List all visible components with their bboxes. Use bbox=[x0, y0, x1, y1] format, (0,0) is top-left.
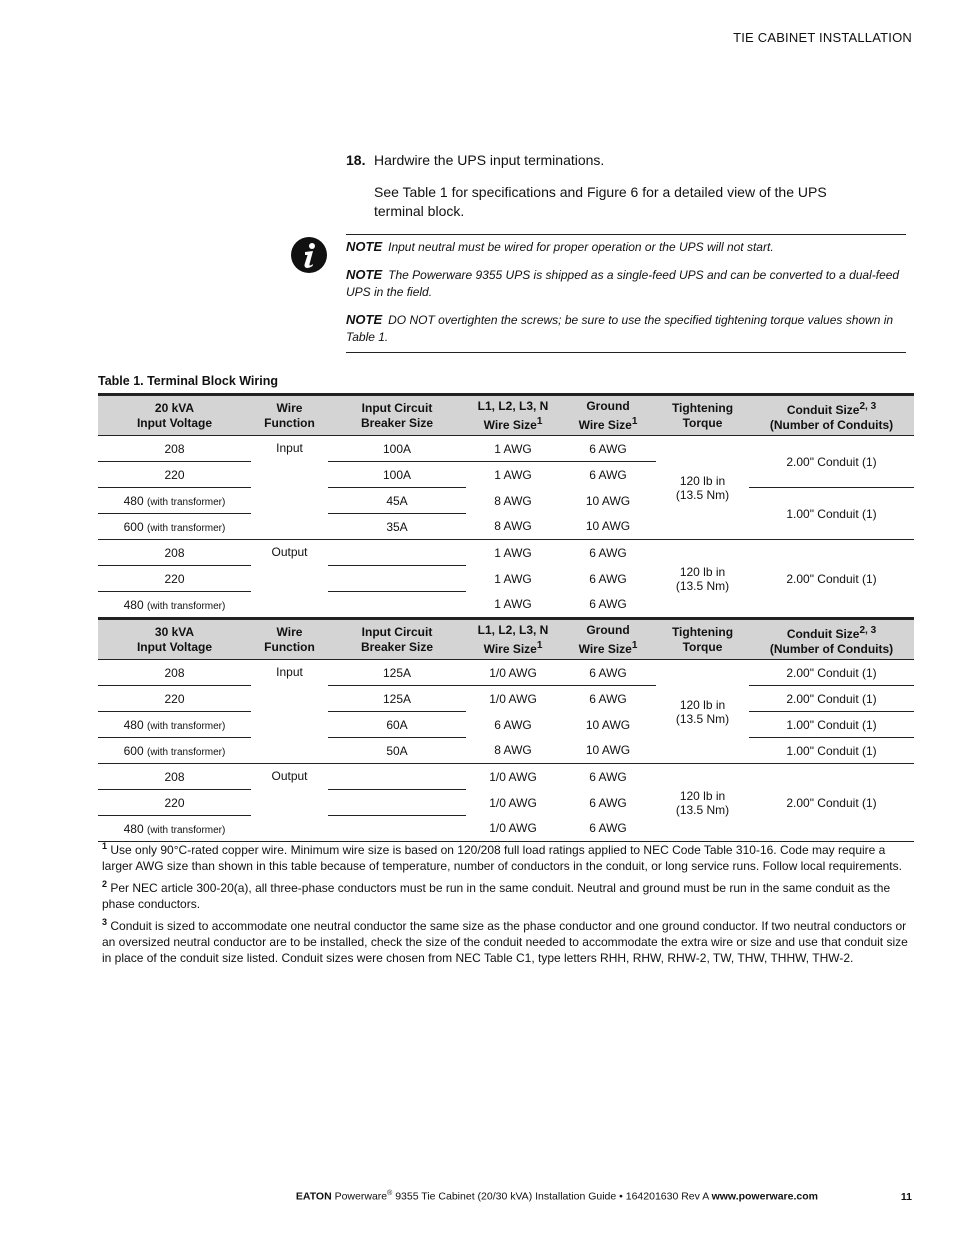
table-cell: 1 AWG bbox=[466, 436, 560, 462]
page-number: 11 bbox=[900, 1190, 912, 1203]
table-cell: 2.00" Conduit (1) bbox=[749, 764, 914, 842]
table-row bbox=[98, 660, 914, 686]
table-cell: 6 AWG bbox=[560, 816, 656, 842]
table-cell: 10 AWG bbox=[560, 514, 656, 540]
table-cell: 1.00" Conduit (1) bbox=[749, 488, 914, 540]
table-cell: 2.00" Conduit (1) bbox=[749, 436, 914, 488]
table-row bbox=[98, 488, 914, 514]
table-cell: 8 AWG bbox=[494, 493, 532, 508]
table-row bbox=[98, 436, 914, 462]
header-voltage: 20 kVA Input Voltage bbox=[98, 395, 251, 436]
table-cell: 50A bbox=[328, 738, 466, 764]
notes-box bbox=[346, 234, 906, 353]
table-cell: 480 (with transformer) bbox=[98, 816, 251, 842]
table-cell: 1.00" Conduit (1) bbox=[749, 712, 914, 738]
table-cell: Input bbox=[251, 660, 328, 764]
table-cell: 1/0 AWG bbox=[489, 769, 537, 784]
table-cell: 6 AWG bbox=[589, 571, 627, 586]
header-torque: Tightening Torque bbox=[656, 395, 749, 436]
table-cell: 1 AWG bbox=[494, 597, 532, 612]
header-breaker: Input Circuit Breaker Size bbox=[328, 619, 466, 660]
table-cell: 6 AWG bbox=[560, 660, 656, 686]
table-cell: 480 (with transformer) bbox=[98, 488, 251, 514]
table-cell: 6 AWG bbox=[589, 769, 627, 784]
table-cell: 208 bbox=[98, 660, 251, 686]
header-ground: Ground Wire Size$^1$ bbox=[560, 395, 656, 436]
table-cell: 1/0 AWG bbox=[466, 816, 560, 842]
table-cell: 2.00" Conduit (1) bbox=[786, 571, 877, 586]
header-function: Wire Function bbox=[251, 395, 328, 436]
info-icon bbox=[290, 236, 328, 274]
header-conduit: Conduit Size$^{2, 3}$ (Number of Conduits) bbox=[749, 619, 914, 660]
footnote-2: $^2$ Per NEC article 300-20(a), all three-phase conductors must be run in the same conduit. Neutral and ground must be run in the same conduit as the phase conductors. bbox=[102, 879, 891, 911]
table-header-30kva bbox=[98, 619, 914, 660]
torque-cell: 120 lb in (13.5 Nm) bbox=[656, 660, 749, 764]
table-cell bbox=[328, 764, 466, 790]
header-ground: Ground Wire Size$^1$ bbox=[560, 619, 656, 660]
header-breaker: Input Circuit Breaker Size bbox=[328, 395, 466, 436]
table-cell: 6 AWG bbox=[589, 467, 627, 482]
table-row bbox=[98, 738, 914, 764]
table-cell: 45A bbox=[328, 488, 466, 514]
step-18 bbox=[346, 151, 866, 221]
table-cell: 480 (with transformer) bbox=[123, 597, 226, 612]
table-cell bbox=[328, 566, 466, 592]
torque-cell: 120 lb in (13.5 Nm) bbox=[656, 764, 749, 842]
table-cell: 208 bbox=[98, 764, 251, 790]
table-cell: 6 AWG bbox=[589, 597, 627, 612]
table-cell: 600 (with transformer) bbox=[98, 514, 251, 540]
table-cell: 10 AWG bbox=[585, 493, 631, 508]
page-footer: EATON Powerware® 9355 Tie Cabinet (20/30 kVA) Installation Guide • 164201630 Rev A www.powerware.com 11 bbox=[295, 1190, 912, 1203]
table-cell: 600 (with transformer) bbox=[98, 738, 251, 764]
table-row bbox=[98, 764, 914, 790]
table-cell: 100A bbox=[328, 462, 466, 488]
table-cell bbox=[328, 790, 466, 816]
table-cell: 220 bbox=[98, 566, 251, 592]
footer-product: Powerware bbox=[334, 1190, 388, 1203]
header-torque: Tightening Torque bbox=[656, 619, 749, 660]
table-cell: 6 AWG bbox=[589, 545, 627, 560]
table-row bbox=[98, 712, 914, 738]
note-2: NOTE The Powerware 9355 UPS is shipped as a single-feed UPS and can be converted to a dual-feed UPS in the field. bbox=[346, 267, 900, 299]
note-1: NOTE Input neutral must be wired for proper operation or the UPS will not start. bbox=[346, 239, 774, 254]
table-cell: 1/0 AWG bbox=[489, 691, 537, 706]
table-cell: 208 bbox=[98, 540, 251, 566]
table-cell: 60A bbox=[328, 712, 466, 738]
table-cell: 220 bbox=[98, 462, 251, 488]
header-function: Wire Function bbox=[251, 619, 328, 660]
table-cell: 1 AWG bbox=[494, 467, 532, 482]
note-3: NOTE DO NOT overtighten the screws; be sure to use the specified tightening torque values shown in Table 1. bbox=[346, 312, 894, 344]
table-cell: 10 AWG bbox=[560, 738, 656, 764]
table-cell: 208 bbox=[98, 436, 251, 462]
table-caption: Table 1. Terminal Block Wiring bbox=[98, 374, 279, 388]
table-cell: 220 bbox=[98, 790, 251, 816]
table-cell: 2.00" Conduit (1) bbox=[749, 660, 914, 686]
table-row bbox=[98, 686, 914, 712]
table-cell: 6 AWG bbox=[560, 436, 656, 462]
footer-url: www.powerware.com bbox=[711, 1190, 818, 1203]
table-cell: Output bbox=[251, 764, 328, 842]
terminal-block-wiring-table bbox=[98, 393, 914, 842]
table-row bbox=[98, 540, 914, 566]
header-conduit: Conduit Size$^{2, 3}$ (Number of Conduits) bbox=[749, 395, 914, 436]
table-cell: 1/0 AWG bbox=[489, 795, 537, 810]
footer-brand: EATON bbox=[295, 1190, 332, 1203]
torque-cell: 120 lb in (13.5 Nm) bbox=[675, 564, 730, 593]
table-cell: 480 (with transformer) bbox=[98, 712, 251, 738]
running-header: TIE CABINET INSTALLATION bbox=[733, 30, 912, 45]
table-cell: 1 AWG bbox=[494, 571, 532, 586]
footnote-3: $^3$ Conduit is sized to accommodate one neutral conductor the same size as the phase conductor and one ground conductor. If two neutral conductors or an oversized neutral conductor are to be installed, check the size of the conduit needed to accommodate the extra wire or size and use that conduit size in place of the conduit size listed. Conduit sizes were chosen from NEC Table C1, type letters RHH, RHW, RHW-2, TW, THW, THHW, THW-2. bbox=[102, 917, 908, 965]
table-cell: 1/0 AWG bbox=[466, 660, 560, 686]
table-cell: 8 AWG bbox=[466, 514, 560, 540]
footer-title: 9355 Tie Cabinet (20/30 kVA) Installation Guide • 164201630 Rev A bbox=[392, 1190, 712, 1203]
table-header-20kva bbox=[98, 395, 914, 436]
table-cell: 6 AWG bbox=[494, 717, 532, 732]
table-cell: 100A bbox=[328, 436, 466, 462]
header-wire-size: L1, L2, L3, N Wire Size$^1$ bbox=[466, 395, 560, 436]
table-cell bbox=[328, 592, 466, 619]
table-cell: 220 bbox=[98, 686, 251, 712]
step-text: Hardwire the UPS input terminations. bbox=[374, 152, 605, 168]
table-cell: 1.00" Conduit (1) bbox=[749, 738, 914, 764]
table-cell: 10 AWG bbox=[585, 717, 631, 732]
table-cell: 6 AWG bbox=[589, 795, 627, 810]
step-detail: See Table 1 for specifications and Figure 6 for a detailed view of the UPS terminal block. bbox=[374, 184, 827, 219]
header-voltage: 30 kVA Input Voltage bbox=[98, 619, 251, 660]
table-cell: 35A bbox=[328, 514, 466, 540]
table-cell bbox=[328, 540, 466, 566]
table-cell: Input bbox=[251, 436, 328, 540]
table-cell: 125A bbox=[328, 686, 466, 712]
table-cell: 125A bbox=[328, 660, 466, 686]
table-cell: 2.00" Conduit (1) bbox=[749, 686, 914, 712]
table-cell: 6 AWG bbox=[589, 691, 627, 706]
torque-cell: 120 lb in (13.5 Nm) bbox=[656, 436, 749, 540]
header-wire-size: L1, L2, L3, N Wire Size$^1$ bbox=[466, 619, 560, 660]
footnotes bbox=[102, 838, 914, 968]
footnote-1: $^1$ Use only 90°C-rated copper wire. Minimum wire size is based on 120/208 full load ratings applied to NEC Code Table 310-16. Code may require a larger AWG size than shown in this table because of temperature, number of conductors in the conduit, or long service runs. Follow local requirements. bbox=[102, 841, 902, 873]
table-cell: 1 AWG bbox=[494, 545, 532, 560]
step-number: 18. bbox=[346, 152, 366, 168]
table-cell: Output bbox=[271, 545, 308, 559]
table-cell: 8 AWG bbox=[466, 738, 560, 764]
